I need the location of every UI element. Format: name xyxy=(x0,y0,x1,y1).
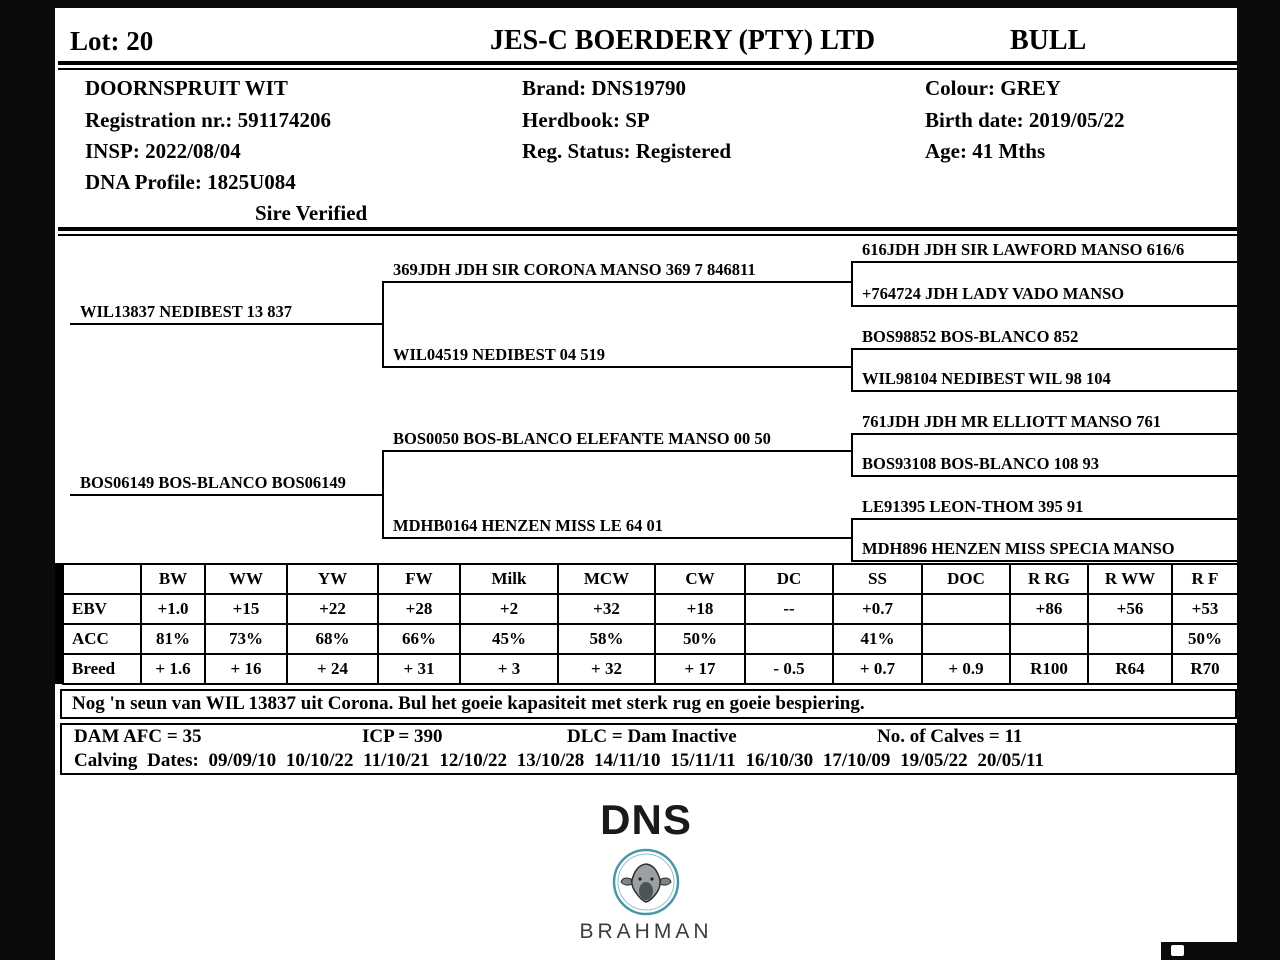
dam-icp: ICP = 390 xyxy=(362,726,443,747)
ebv-col-header: BW xyxy=(141,564,205,594)
ebv-cell: 50% xyxy=(655,624,745,654)
ebv-col-header: FW xyxy=(378,564,460,594)
dam-dlc: DLC = Dam Inactive xyxy=(567,726,737,747)
ebv-cell: 81% xyxy=(141,624,205,654)
pedigree-connector xyxy=(382,281,384,368)
sire-verified-label: Sire Verified xyxy=(255,201,368,225)
dna-profile: DNA Profile: 1825U084 xyxy=(85,170,296,194)
ebv-cell: 58% xyxy=(558,624,655,654)
ebv-cell: + 1.6 xyxy=(141,654,205,684)
ebv-cell: + 0.9 xyxy=(922,654,1010,684)
ebv-cell: +53 xyxy=(1172,594,1238,624)
inspection-date: INSP: 2022/08/04 xyxy=(85,139,241,163)
ebv-cell: +32 xyxy=(558,594,655,624)
ebv-cell: +28 xyxy=(378,594,460,624)
lot-number: Lot: 20 xyxy=(70,26,154,56)
ebv-col-header: MCW xyxy=(558,564,655,594)
pedigree-sire-dam: WIL04519 NEDIBEST 04 519 xyxy=(383,345,852,368)
pedigree-connector xyxy=(851,433,853,477)
ebv-cell: 41% xyxy=(833,624,922,654)
ebv-cell: +2 xyxy=(460,594,558,624)
pedigree-gen3-entry: BOS98852 BOS-BLANCO 852 xyxy=(852,327,1237,350)
pedigree-dam-sire: BOS0050 BOS-BLANCO ELEFANTE MANSO 00 50 xyxy=(383,429,852,452)
ebv-cell: + 24 xyxy=(287,654,378,684)
pedigree-connector xyxy=(382,450,384,539)
ebv-cell: + 17 xyxy=(655,654,745,684)
header-divider xyxy=(58,61,1237,70)
info-divider xyxy=(58,227,1237,236)
dam-afc: DAM AFC = 35 xyxy=(74,726,202,747)
ebv-cell xyxy=(922,624,1010,654)
ebv-col-header: WW xyxy=(205,564,287,594)
ebv-cell: -- xyxy=(745,594,833,624)
acc-row xyxy=(63,624,1238,654)
ebv-cell: +15 xyxy=(205,594,287,624)
pedigree-connector xyxy=(851,518,853,562)
ebv-cell: +22 xyxy=(287,594,378,624)
pedigree-gen3-entry: 761JDH JDH MR ELLIOTT MANSO 761 xyxy=(852,412,1237,435)
ebv-col-header: R F xyxy=(1172,564,1238,594)
ebv-cell xyxy=(1088,624,1172,654)
ebv-col-header: DOC xyxy=(922,564,1010,594)
ebv-row-label: ACC xyxy=(63,624,141,654)
stud-logo xyxy=(55,798,1237,944)
ebv-cell: + 16 xyxy=(205,654,287,684)
ebv-cell: +18 xyxy=(655,594,745,624)
ebv-cell xyxy=(922,594,1010,624)
dns-logo-text: DNS xyxy=(600,796,692,843)
brand: Brand: DNS19790 xyxy=(522,76,686,100)
ebv-row-label: EBV xyxy=(63,594,141,624)
ebv-cell: 68% xyxy=(287,624,378,654)
ebv-row-label: Breed xyxy=(63,654,141,684)
reg-status: Reg. Status: Registered xyxy=(522,139,731,163)
pedigree-gen3-entry: +764724 JDH LADY VADO MANSO xyxy=(852,284,1237,307)
ebv-col-header: SS xyxy=(833,564,922,594)
ebv-cell: +86 xyxy=(1010,594,1088,624)
ebv-cell: R100 xyxy=(1010,654,1088,684)
age: Age: 41 Mths xyxy=(925,139,1046,163)
ebv-cell: 66% xyxy=(378,624,460,654)
ebv-cell: + 32 xyxy=(558,654,655,684)
breeder-title: JES-C BOERDERY (PTY) LTD xyxy=(490,25,876,56)
bull-head-icon xyxy=(610,846,682,918)
brahman-label: BRAHMAN xyxy=(579,920,713,943)
birth-date: Birth date: 2019/05/22 xyxy=(925,108,1125,132)
ebv-cell xyxy=(745,624,833,654)
ebv-cell: +0.7 xyxy=(833,594,922,624)
viewer-right-bar xyxy=(1237,0,1280,960)
ebv-col-header: CW xyxy=(655,564,745,594)
ebv-col-header: R RG xyxy=(1010,564,1088,594)
ebv-cell: 50% xyxy=(1172,624,1238,654)
viewer-control-button[interactable] xyxy=(1161,942,1237,960)
ebv-header-row xyxy=(63,564,1238,594)
pedigree-dam-dam: MDHB0164 HENZEN MISS LE 64 01 xyxy=(383,516,852,539)
ebv-cell: + 31 xyxy=(378,654,460,684)
pedigree-connector xyxy=(851,261,853,307)
ebv-cell: 45% xyxy=(460,624,558,654)
ebv-cell: R70 xyxy=(1172,654,1238,684)
pedigree-gen3-entry: 616JDH JDH SIR LAWFORD MANSO 616/6 xyxy=(852,240,1237,263)
animal-name: DOORNSPRUIT WIT xyxy=(85,76,288,100)
ebv-cell: - 0.5 xyxy=(745,654,833,684)
ebv-table xyxy=(62,563,1239,685)
ebv-col-header: R WW xyxy=(1088,564,1172,594)
ebv-cell: +1.0 xyxy=(141,594,205,624)
fullscreen-icon xyxy=(1171,945,1184,956)
pedigree-sire: WIL13837 NEDIBEST 13 837 xyxy=(70,302,383,325)
herdbook: Herdbook: SP xyxy=(522,108,650,132)
pedigree-gen3-entry: BOS93108 BOS-BLANCO 108 93 xyxy=(852,454,1237,477)
ebv-cell: R64 xyxy=(1088,654,1172,684)
viewer-top-bar xyxy=(0,0,1280,8)
ebv-col-header: DC xyxy=(745,564,833,594)
calving-dates: Calving Dates: 09/09/10 10/10/22 11/10/21 12/10/22 13/10/28 14/11/10 15/11/11 16/10/30 17/10/09 19/05/22 20/05/11 xyxy=(74,750,1044,771)
ebv-col-header: YW xyxy=(287,564,378,594)
ebv-cell: + 3 xyxy=(460,654,558,684)
dam-calves-count: No. of Calves = 11 xyxy=(877,726,1023,747)
breeder-note: Nog 'n seun van WIL 13837 uit Corona. Bul het goeie kapasiteit met sterk rug en goeie bespiering. xyxy=(60,689,1237,719)
pedigree-sire-sire: 369JDH JDH SIR CORONA MANSO 369 7 846811 xyxy=(383,260,852,283)
registration-number: Registration nr.: 591174206 xyxy=(85,108,331,132)
dam-info-box xyxy=(60,723,1237,775)
pedigree-connector xyxy=(851,348,853,392)
ebv-cell: +56 xyxy=(1088,594,1172,624)
ebv-cell xyxy=(1010,624,1088,654)
animal-category: BULL xyxy=(1010,25,1087,56)
pedigree-gen3-entry: WIL98104 NEDIBEST WIL 98 104 xyxy=(852,369,1237,392)
pedigree-dam: BOS06149 BOS-BLANCO BOS06149 xyxy=(70,473,383,496)
ebv-col-header xyxy=(63,564,141,594)
ebv-cell: 73% xyxy=(205,624,287,654)
colour: Colour: GREY xyxy=(925,76,1061,100)
ebv-cell: + 0.7 xyxy=(833,654,922,684)
viewer-left-bar xyxy=(0,0,55,960)
pedigree-gen3-entry: MDH896 HENZEN MISS SPECIA MANSO xyxy=(852,539,1237,562)
ebv-col-header: Milk xyxy=(460,564,558,594)
breed-row xyxy=(63,654,1238,684)
pedigree-gen3-entry: LE91395 LEON-THOM 395 91 xyxy=(852,497,1237,520)
ebv-row xyxy=(63,594,1238,624)
